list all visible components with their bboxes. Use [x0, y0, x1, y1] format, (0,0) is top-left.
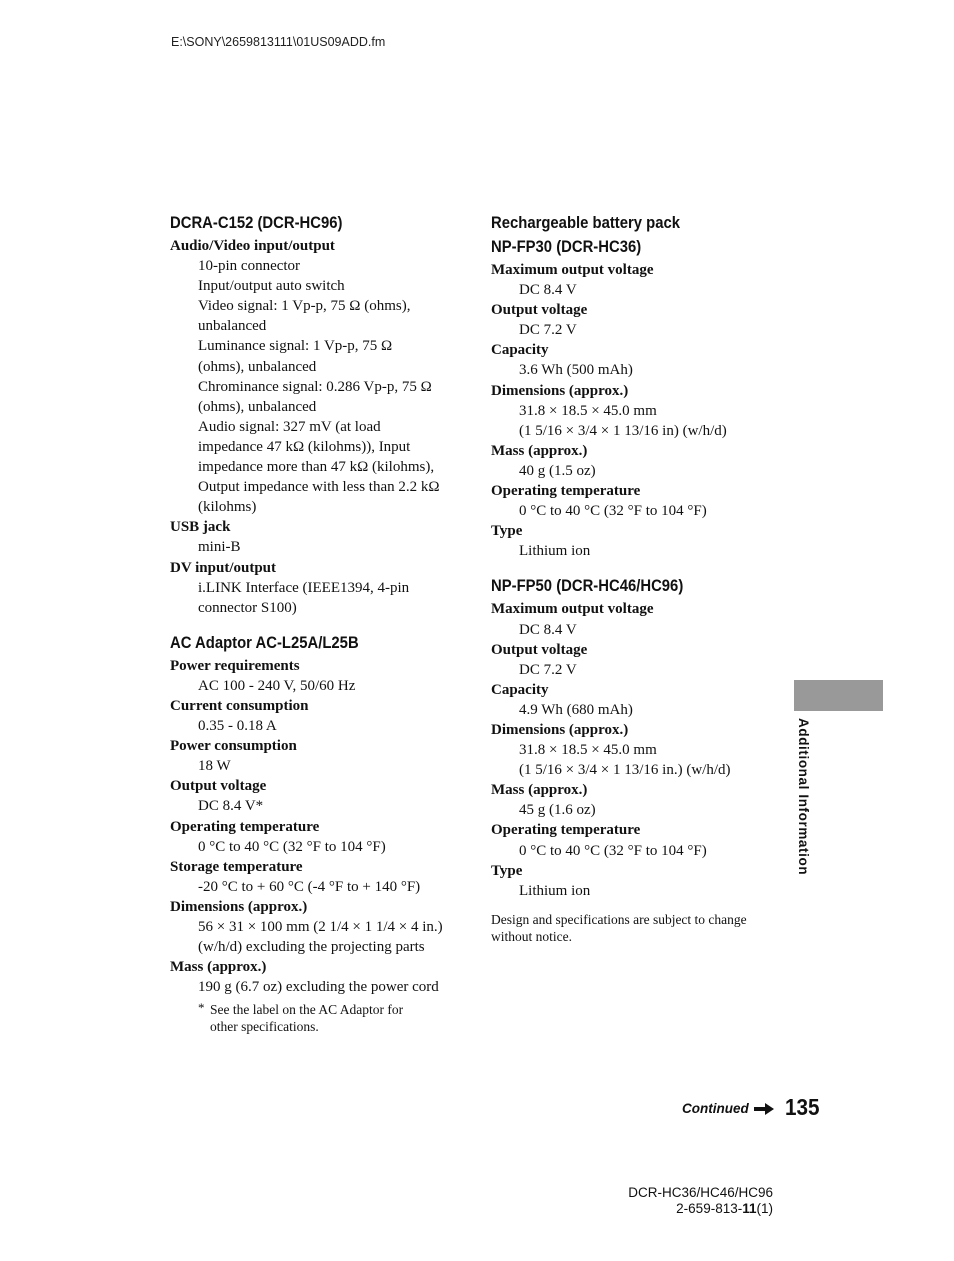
- spec-value: (1 5/16 × 3/4 × 1 13/16 in.) (w/h/d): [519, 762, 731, 779]
- footer-code: [628, 1201, 773, 1217]
- spec-label: Dimensions (approx.): [491, 721, 629, 738]
- footer-model-info: [628, 1185, 773, 1217]
- file-path-header: E:\SONY\2659813111\01US09ADD.fm: [171, 35, 386, 49]
- spec-value: impedance 47 kΩ (kilohms)), Input: [198, 438, 411, 455]
- spec-label: Maximum output voltage: [491, 601, 654, 618]
- spec-value: (kilohms): [198, 499, 257, 516]
- spec-label: Mass (approx.): [491, 442, 588, 459]
- disclaimer-line: without notice.: [491, 928, 572, 944]
- spec-value: Input/output auto switch: [198, 278, 345, 295]
- spec-value: i.LINK Interface (IEEE1394, 4-pin: [198, 579, 410, 596]
- section-title-line2: NP-FP30 (DCR-HC36): [491, 238, 642, 256]
- right-column: [491, 212, 771, 945]
- spec-label: Dimensions (approx.): [491, 382, 629, 399]
- spec-value: AC 100 - 240 V, 50/60 Hz: [198, 677, 356, 694]
- disclaimer-line: Design and specifications are subject to change: [491, 911, 747, 927]
- spec-label: Power consumption: [170, 738, 297, 755]
- spec-value: Video signal: 1 Vp-p, 75 Ω (ohms),: [198, 298, 411, 315]
- spec-value: 0 °C to 40 °C (32 °F to 104 °F): [198, 838, 386, 855]
- footer-code-prefix: 2-659-813-: [676, 1201, 743, 1216]
- spec-value: 3.6 Wh (500 mAh): [519, 362, 633, 379]
- spec-value: DC 8.4 V: [519, 282, 577, 299]
- spec-value: 0 °C to 40 °C (32 °F to 104 °F): [519, 842, 707, 859]
- spec-label: Output voltage: [491, 302, 588, 319]
- spec-value: Output impedance with less than 2.2 kΩ: [198, 479, 440, 496]
- spec-label: Current consumption: [170, 697, 309, 714]
- disclaimer-note: [491, 911, 771, 945]
- spec-value: 31.8 × 18.5 × 45.0 mm: [519, 742, 657, 759]
- footnote-mark: *: [198, 1000, 205, 1016]
- spec-value: (w/h/d) excluding the projecting parts: [198, 939, 425, 956]
- footer-models: DCR-HC36/HC46/HC96: [628, 1185, 773, 1200]
- section-tab-marker: [794, 680, 883, 711]
- spec-value: 56 × 31 × 100 mm (2 1/4 × 1 1/4 × 4 in.): [198, 919, 443, 935]
- section-title: DCRA-C152 (DCR-HC96): [170, 214, 343, 232]
- spec-label: Operating temperature: [491, 483, 641, 500]
- spec-label: Storage temperature: [170, 858, 303, 875]
- spec-value: Lithium ion: [519, 882, 591, 899]
- spec-value: -20 °C to + 60 °C (-4 °F to + 140 °F): [198, 878, 421, 895]
- footnote: [170, 1001, 460, 1035]
- left-column: [170, 212, 460, 1035]
- spec-label: Output voltage: [491, 641, 588, 658]
- spec-label: DV input/output: [170, 559, 277, 576]
- spec-label: Capacity: [491, 342, 549, 359]
- spec-value: Audio signal: 327 mV (at load: [198, 418, 381, 435]
- section-tab-label: Additional Information: [796, 718, 811, 876]
- spec-value: connector S100): [198, 599, 297, 616]
- spec-value: mini-B: [198, 539, 241, 556]
- spec-value: Luminance signal: 1 Vp-p, 75 Ω: [198, 338, 393, 355]
- spec-value: Lithium ion: [519, 543, 591, 560]
- arrow-right-icon: [754, 1103, 774, 1115]
- spec-value: 10-pin connector: [198, 258, 301, 275]
- footnote-text: See the label on the AC Adaptor for: [210, 1002, 404, 1018]
- spec-value: (1 5/16 × 3/4 × 1 13/16 in) (w/h/d): [519, 422, 727, 439]
- spec-label: Dimensions (approx.): [170, 898, 308, 915]
- spec-value: DC 8.4 V*: [198, 798, 264, 815]
- spec-value: 0.35 - 0.18 A: [198, 718, 277, 735]
- footer-code-suffix: (1): [756, 1201, 773, 1216]
- spec-label: Maximum output voltage: [491, 262, 654, 278]
- spec-label: Capacity: [491, 681, 549, 698]
- spec-label: Output voltage: [170, 778, 267, 795]
- footnote-text: other specifications.: [210, 1019, 319, 1035]
- spec-value: impedance more than 47 kΩ (kilohms),: [198, 459, 435, 476]
- spec-label: Operating temperature: [491, 822, 641, 839]
- spec-label: Power requirements: [170, 657, 300, 674]
- spec-label: Audio/Video input/output: [170, 238, 335, 254]
- spec-label: Mass (approx.): [491, 782, 588, 799]
- spec-value: (ohms), unbalanced: [198, 358, 317, 375]
- section-title: AC Adaptor AC-L25A/L25B: [170, 633, 359, 652]
- spec-value: 0 °C to 40 °C (32 °F to 104 °F): [519, 503, 707, 520]
- continued-label: Continued: [682, 1101, 749, 1116]
- spec-value: 40 g (1.5 oz): [519, 462, 596, 479]
- spec-value: unbalanced: [198, 318, 267, 335]
- spec-label: Type: [491, 862, 523, 879]
- spec-label: USB jack: [170, 519, 231, 536]
- spec-label: Operating temperature: [170, 818, 320, 835]
- spec-value: Chrominance signal: 0.286 Vp-p, 75 Ω: [198, 378, 432, 395]
- spec-value: DC 7.2 V: [519, 661, 577, 678]
- spec-value: 31.8 × 18.5 × 45.0 mm: [519, 402, 657, 419]
- spec-value: 45 g (1.6 oz): [519, 802, 596, 819]
- section-title: NP-FP50 (DCR-HC46/HC96): [491, 577, 684, 596]
- spec-value: DC 7.2 V: [519, 322, 577, 339]
- spec-value: 190 g (6.7 oz) excluding the power cord: [198, 979, 439, 996]
- spec-label: Mass (approx.): [170, 959, 267, 976]
- footer-code-bold: 11: [742, 1201, 757, 1216]
- spec-value: 4.9 Wh (680 mAh): [519, 701, 633, 718]
- page-number: 135: [785, 1094, 820, 1120]
- spec-value: DC 8.4 V: [519, 621, 577, 638]
- spec-value: (ohms), unbalanced: [198, 398, 317, 415]
- spec-value: 18 W: [198, 758, 231, 775]
- section-spacer: [491, 561, 771, 575]
- spec-label: Type: [491, 523, 523, 540]
- section-spacer: [170, 618, 460, 632]
- section-title: Rechargeable battery pack: [491, 214, 681, 232]
